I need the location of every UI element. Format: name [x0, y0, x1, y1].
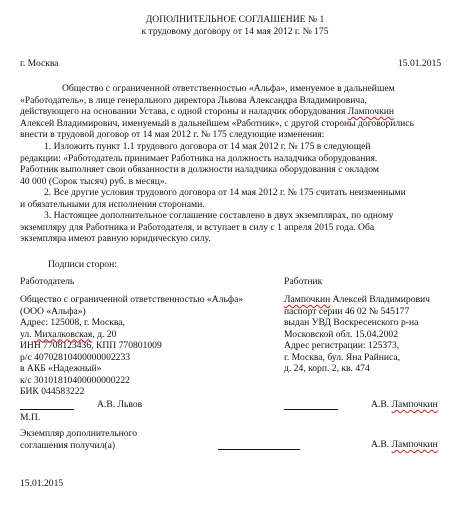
employee-line: д. 24, корп. 2, кв. 474: [284, 363, 370, 374]
intro-line: Общество с ограниченной ответственностью «Альфа», именуемое в дальнейшем: [62, 83, 395, 94]
employer-line: (ООО «Альфа»): [20, 305, 86, 317]
item-2-line: и обязательными для исполнения сторонами.: [20, 198, 205, 210]
employer-line: р/с 40702810400000002233: [20, 351, 131, 363]
date-top: 15.01.2015: [398, 58, 442, 69]
item-2: [20, 187, 450, 210]
intro-line: Алексей Владимирович, именуемый в дальнейшем «Работник», с другой стороны договорились: [20, 117, 414, 129]
street-prefix: ул.: [20, 328, 34, 340]
intro-paragraph: [20, 83, 450, 141]
employer-signature-line: [20, 409, 74, 410]
item-1-line: Работник выполняет свои обязанности в должности наладчика оборудования с окладом: [20, 164, 379, 175]
employer-street: Михалковская: [33, 328, 93, 340]
employee-name: [284, 294, 430, 306]
receipt-text: [20, 428, 137, 451]
item-1-line: 40 000 (Сорок тысяч) руб. в месяц».: [20, 175, 168, 187]
employee-surname: Лампочкин: [347, 106, 395, 117]
item-1-line: 1. Изложить пункт 1.1 трудового договора от 14 мая 2012 г. № 175 в следующей: [44, 141, 371, 152]
employee-line: Адрес регистрации: 125373,: [284, 340, 400, 351]
employee-signer-initials: А.В.: [371, 399, 392, 410]
item-3-line: экземпляра имеют равную юридическую силу.: [20, 233, 211, 244]
employee-heading: Работник: [284, 276, 323, 287]
receipt-signer-surname: Лампочкин: [391, 439, 438, 450]
employer-line: Общество с ограниченной ответственностью «Альфа»: [20, 294, 244, 305]
item-1: [20, 141, 450, 187]
intro-line: внести в трудовой договор от 14 мая 2012 г. № 175 следующие изменения:: [20, 129, 325, 140]
employee-line: Московской обл. 15.04.2002: [284, 328, 398, 340]
employer-details: [20, 294, 243, 398]
employer-line: Адрес: 125008, г. Москва,: [20, 317, 125, 328]
employer-signer-name: А.В. Львов: [97, 399, 143, 410]
employer-line: к/с 30101810400000000222: [20, 374, 130, 386]
date-bottom: 15.01.2015: [20, 478, 64, 489]
signatures-heading: Подписи сторон:: [48, 259, 117, 270]
employee-signer-surname: Лампочкин: [391, 399, 438, 410]
employee-line: выдан УВД Воскресенского р-на: [284, 317, 419, 328]
employer-line: БИК 044583222: [20, 386, 85, 397]
item-3-line: 3. Настоящее дополнительное соглашение составлено в двух экземплярах, по одному: [44, 210, 394, 221]
intro-line: [20, 106, 450, 118]
employee-name-surname: Лампочкин: [284, 294, 331, 305]
item-2-line: 2. Все другие условия трудового договора от 14 мая 2012 г. № 175 считать неизменными: [44, 187, 406, 198]
employee-line: г. Москва, бул. Яна Райниса,: [284, 351, 401, 363]
intro-line-text: действующего на основании Устава, с одной стороны и наладчик оборудования: [20, 106, 348, 117]
employer-line: [20, 329, 243, 341]
employee-details: [284, 294, 430, 375]
employer-heading: Работодатель: [20, 276, 75, 287]
receipt-line: соглашения получил(а): [20, 439, 116, 451]
employer-line: ИНН 7708123436, КПП 770801009: [20, 340, 162, 351]
intro-line: «Работодатель», в лице генерального директора Львова Александра Владимировича,: [20, 94, 367, 106]
employee-signer-name: [371, 399, 438, 411]
document-title: ДОПОЛНИТЕЛЬНОЕ СОГЛАШЕНИЕ № 1: [145, 14, 325, 25]
item-3: [20, 210, 450, 245]
item-1-line: редакции: «Работодатель принимает Работника на должность наладчика оборудования.: [20, 152, 378, 164]
receipt-signer-initials: А.В.: [371, 439, 392, 450]
street-rest: , д. 20: [92, 328, 117, 340]
city: г. Москва: [20, 58, 59, 69]
receipt-signature-line: [218, 449, 300, 450]
employee-name-rest: Алексей Владимирович: [330, 294, 430, 305]
employee-signature-line: [284, 409, 338, 410]
document-subtitle: к трудовому договору от 14 мая 2012 г. № 175: [141, 26, 329, 37]
employer-line: в АКБ «Надежный»: [20, 363, 102, 374]
receipt-signer-name: [371, 439, 438, 451]
item-3-line: экземпляру для Работника и Работодателя, и вступает в силу с 1 апреля 2015 года. Оба: [20, 221, 375, 233]
employee-line: паспорт серии 46 02 № 545177: [284, 305, 410, 317]
receipt-line: Экземпляр дополнительного: [20, 428, 138, 439]
stamp-mark: М.П.: [20, 412, 41, 423]
